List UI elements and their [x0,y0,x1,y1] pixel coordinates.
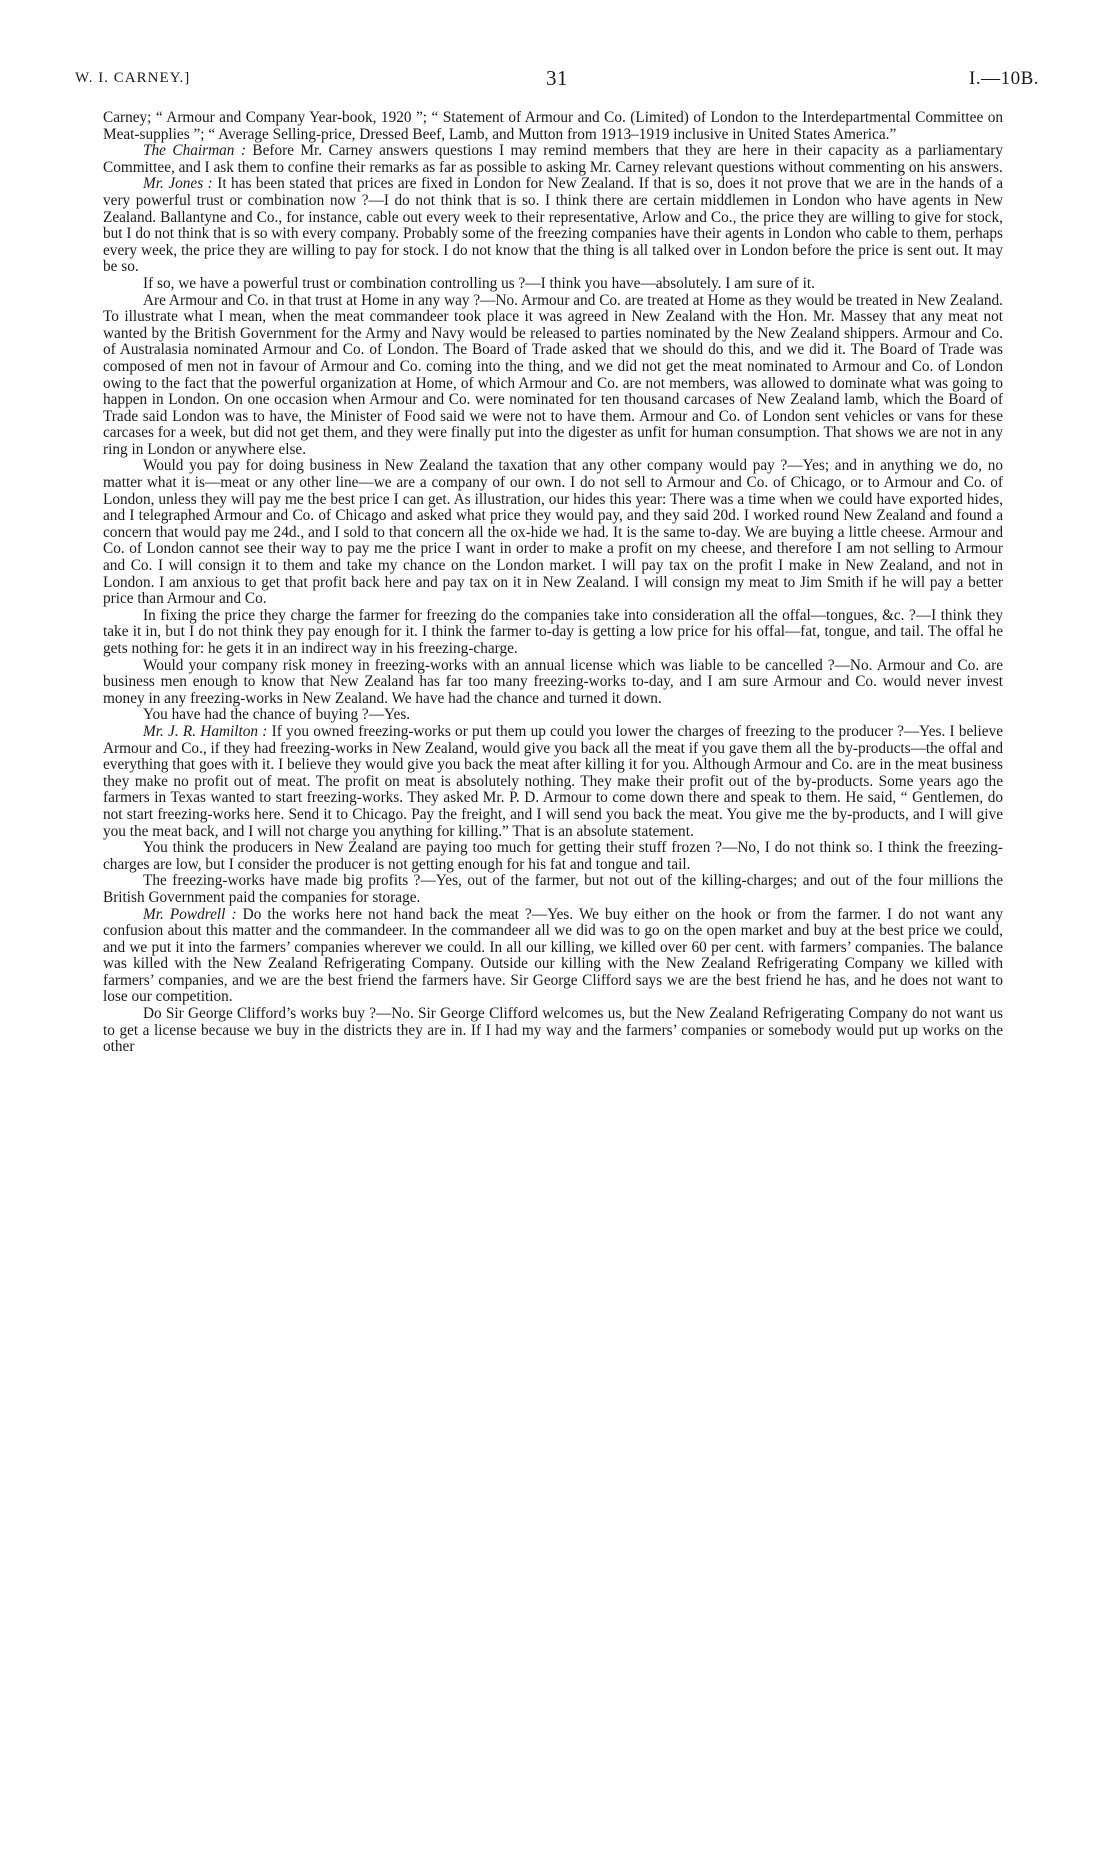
paragraph [103,1006,1003,1056]
paragraph [103,707,1003,724]
paragraph-text: Before Mr. Carney answers questions I may remind members that they are here in their capacity as a parliamentary Committee, and I ask them to confine their remarks as far as possible to asking Mr. Carney relevant questions without commenting on his answers. [103,142,1003,176]
speaker-name: Mr. J. R. Hamilton : [143,722,268,740]
paragraph [103,658,1003,708]
paragraph-text: Would you pay for doing business in New Zealand the taxation that any other company would pay ?—Yes; and in anything we do, no matter what it is—meat or any other line—we are a company of our own. I do not sell to Armour and Co. of Chicago, or to Armour and Co. of London, unless they will pay me the best price I can get. As illustration, our hides this year: There was a time when we could have exported hides, and I telegraphed Armour and Co. of Chicago and asked what price they would pay, and they said 20d. I worked round New Zealand and found a concern that would pay me 24d., and I sold to that concern all the ox-hide we had. It is the same to-day. We are buying a little cheese. Armour and Co. of London cannot see their way to pay me the price I want in order to make a profit on my cheese, and therefore I am not selling to Armour and Co. I will consign it to them and take my chance on the London market. I will pay tax on the profit I make in New Zealand, and not in London. I am anxious to get that profit back here and pay tax on it in New Zealand. I will consign my meat to Jim Smith if he will pay a better price than Armour and Co. [103,457,1003,608]
witness-name: W. I. CARNEY.] [75,70,191,86]
paragraph [103,873,1003,906]
page-body [103,110,1003,1056]
paragraph-text: If so, we have a powerful trust or combination controlling us ?—I think you have—absolutely. I am sure of it. [143,274,815,292]
speaker-name: Mr. Jones : [143,175,213,193]
paragraph-text: In fixing the price they charge the farmer for freezing do the companies take into consideration all the offal—tongues, &c. ?—I think they take it in, but I do not think they pay enough for it. I think the farmer to-day is getting a low price for his offal—fat, tongue, and tail. The offal he gets nothing for: he gets it in an indirect way in his freezing-charge. [103,606,1003,657]
paragraph [103,176,1003,276]
paper-reference: I.—10B. [969,68,1039,89]
paragraph-text: If you owned freezing-works or put them up could you lower the charges of freezing to the producer ?—Yes. I believe Armour and Co., if they had freezing-works in New Zealand, would give you back all the meat if you gave them all the by-products—the offal and everything that goes with it. I believe they would give you back the meat after killing it for you. Although Armour and Co. are in the meat business they make no profit out of meat. The profit on meat is absolutely nothing. They make their profit out of the by-products. Some years ago the farmers in Texas wanted to start freezing-works. They asked Mr. P. D. Armour to come down there and speak to them. He said, “ Gentlemen, do not start freezing-works here. Send it to Chicago. Pay the freight, and I will send you back the meat. You give me the by-products, and I will give you the meat back, and I will not charge you anything for killing.” That is an absolute statement. [103,722,1003,840]
paragraph-text: Do the works here not hand back the meat ?—Yes. We buy either on the hook or from the farmer. I do not want any confusion about this matter and the commandeer. In the commandeer all we did was to go on the open market and buy at the best price we could, and we put it into the farmers’ companies wherever we could. In all our killing, we killed over 60 per cent. with farmers’ companies. The balance was killed with the New Zealand Refrigerating Company. Outside our killing with the New Zealand Refrigerating Company we killed with farmers’ companies, and we are the best friend the farmers have. Sir George Clifford says we are the best friend he has, and he does not want to lose our competition. [103,905,1003,1006]
paragraph [103,110,1003,143]
paragraph-text: You think the producers in New Zealand are paying too much for getting their stuff frozen ?—No, I do not think so. I think the freezing-charges are low, but I consider the producer is not getting enough for his fat and tongue and tail. [103,839,1003,873]
paragraph-text: Carney; “ Armour and Company Year-book, 1920 ”; “ Statement of Armour and Co. (Limited) of London to the Interdepartmental Committee on Meat-supplies ”; “ Average Selling-price, Dressed Beef, Lamb, and Mutton from 1913–1919 inclusive in United States America.” [103,109,1003,143]
paragraph [103,276,1003,293]
paragraph-text: The freezing-works have made big profits ?—Yes, out of the farmer, but not out of the killing-charges; and out of the four millions the British Government paid the companies for storage. [103,872,1003,906]
paragraph-text: Would your company risk money in freezing-works with an annual license which was liable to be cancelled ?—No. Armour and Co. are business men enough to know that New Zealand has far too many freezing-works to-day, and I am sure Armour and Co. would never invest money in any freezing-works in New Zealand. We have had the chance and turned it down. [103,656,1003,707]
paragraph [103,143,1003,176]
page-header [75,66,1039,96]
paragraph [103,608,1003,658]
paragraph [103,724,1003,840]
paragraph [103,293,1003,459]
speaker-name: Mr. Powdrell : [143,905,237,923]
speaker-name: The Chairman : [143,142,246,160]
paragraph [103,907,1003,1007]
paragraph-text: Do Sir George Clifford’s works buy ?—No. Sir George Clifford welcomes us, but the New Zealand Refrigerating Company do not want us to get a license because we buy in the districts they are in. If I had my way and the farmers’ companies or somebody would put up works on the other [103,1005,1003,1056]
paragraph-text: Are Armour and Co. in that trust at Home in any way ?—No. Armour and Co. are treated at Home as they would be treated in New Zealand. To illustrate what I mean, when the meat commandeer took place it was agreed in New Zealand with the Hon. Mr. Massey that any meat not wanted by the British Government for the Army and Navy would be released to parties nominated by the New Zealand shippers. Armour and Co. of Australasia nominated Armour and Co. of London. The Board of Trade asked that we should do this, and we did it. The Board of Trade was composed of men not in favour of Armour and Co. coming into the thing, and we did not get the meat nominated to Armour and Co. of London owing to the fact that the powerful organization at Home, of which Armour and Co. are not members, was allowed to dominate what was going to happen in London. On one occasion when Armour and Co. were nominated for ten thousand carcases of New Zealand lamb, which the Board of Trade said London was to have, the Minister of Food said we were not to have them. Armour and Co. of London sent vehicles or vans for these carcases for a week, but did not get them, and they were finally put into the digester as unfit for human consumption. That shows we are not in any ring in London or anywhere else. [103,291,1003,458]
paragraph [103,840,1003,873]
paragraph-text: You have had the chance of buying ?—Yes. [143,706,411,724]
paragraph-text: It has been stated that prices are fixed in London for New Zealand. If that is so, does it not prove that we are in the hands of a very powerful trust or combination now ?—I do not think that is so. I think there are certain middlemen in London who have agents in New Zealand. Ballantyne and Co., for instance, cable out every week to their representative, Arlow and Co., the price they are willing to give for stock, but I do not think that is so with every company. Probably some of the freezing companies have their agents in London who cable to them, perhaps every week, the price they are willing to pay for stock. I do not know that the thing is all talked over in London before the price is sent out. It may be so. [103,175,1003,276]
paragraph [103,458,1003,607]
page-number: 31 [546,66,568,90]
